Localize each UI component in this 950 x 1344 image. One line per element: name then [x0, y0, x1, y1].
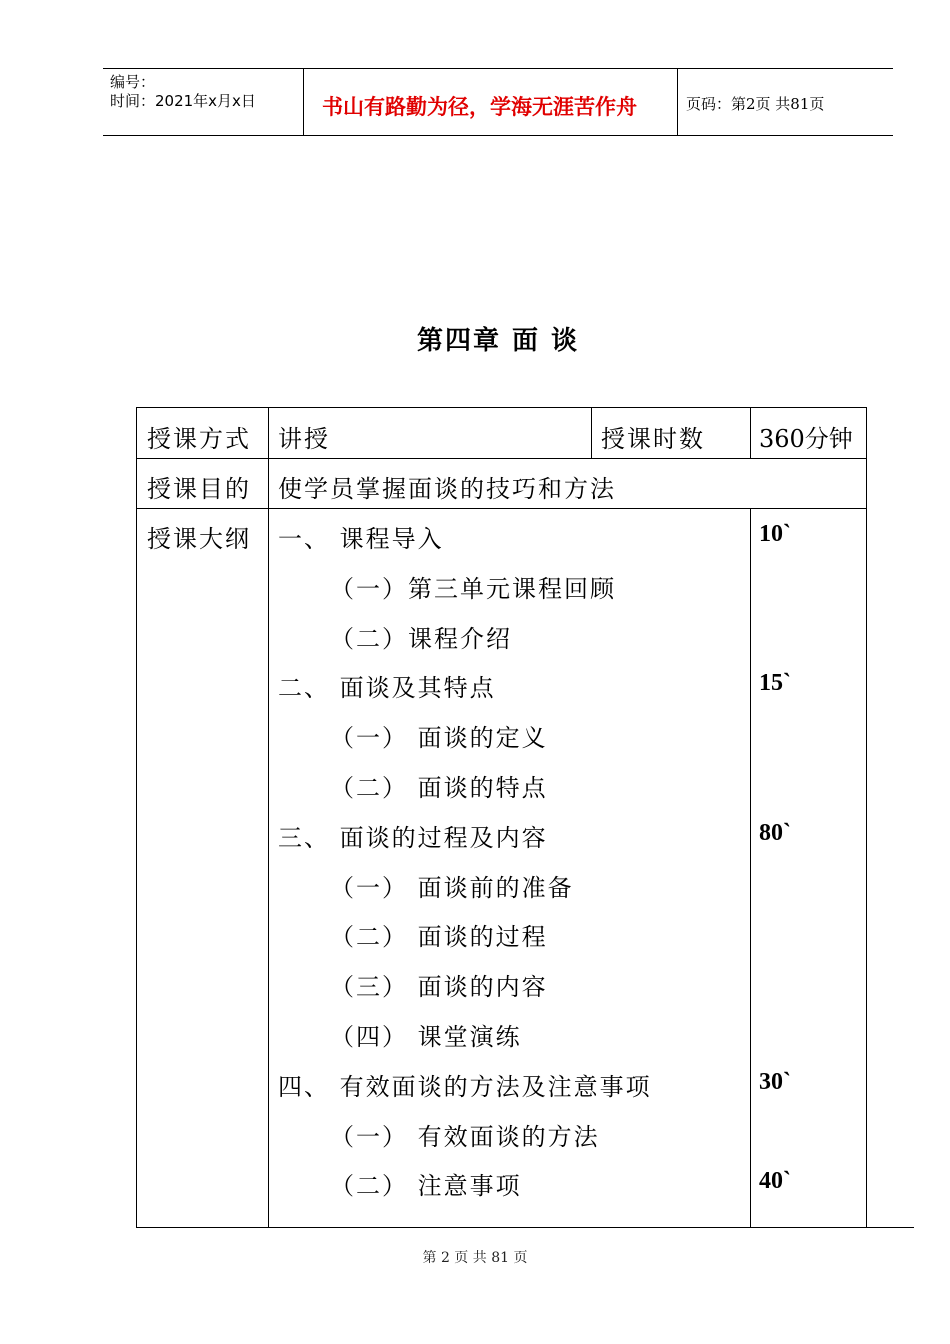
- header-top-rule: [103, 68, 893, 69]
- outline-item: （三） 面谈的内容: [330, 973, 548, 1002]
- header-bottom-rule: [103, 135, 893, 136]
- table-col-mid: [591, 407, 592, 459]
- outline-item: （一）第三单元课程回顾: [330, 574, 616, 603]
- purpose-value: 使学员掌握面谈的技巧和方法: [278, 475, 616, 503]
- table-col-minutes: [750, 508, 751, 1228]
- header-divider-left: [303, 68, 304, 136]
- table-col-right: [866, 407, 867, 1228]
- table-rule-2: [136, 508, 867, 509]
- header-motto: 书山有路勤为径，学海无涯苦作舟: [322, 95, 637, 119]
- chapter-title: 第四章 面 谈: [416, 326, 580, 356]
- page-footer: 第 2 页 共 81 页: [422, 1250, 528, 1266]
- outline-item: （四） 课堂演练: [330, 1023, 522, 1051]
- outline-item: （二） 面谈的过程: [330, 923, 548, 952]
- table-rule-bottom: [136, 1227, 914, 1228]
- header-divider-right: [677, 68, 678, 136]
- outline-minutes: 15`: [759, 670, 791, 697]
- outline-minutes: 80`: [759, 819, 791, 846]
- table-rule-1: [136, 458, 867, 459]
- hours-value: 360分钟: [759, 425, 853, 453]
- outline-item: 一、 课程导入: [278, 525, 444, 553]
- doc-time-label: 时间：2021年x月x日: [110, 92, 256, 110]
- table-col-left: [136, 407, 137, 1228]
- table-col-label: [268, 407, 269, 1228]
- method-value: 讲授: [278, 425, 330, 453]
- outline-item: 四、 有效面谈的方法及注意事项: [278, 1072, 652, 1101]
- doc-number-label: 编号：: [110, 73, 156, 91]
- method-label: 授课方式: [147, 425, 251, 453]
- outline-item: 二、 面谈及其特点: [278, 674, 496, 703]
- outline-minutes: 40`: [759, 1168, 791, 1195]
- table-rule-top: [136, 407, 867, 408]
- outline-item: （二）课程介绍: [330, 624, 512, 653]
- outline-item: （一） 面谈前的准备: [330, 873, 574, 902]
- outline-item: （二） 注意事项: [330, 1172, 522, 1201]
- outline-item: （二） 面谈的特点: [330, 774, 548, 802]
- header-page-info: 页码：第2页 共81页: [686, 95, 825, 113]
- table-col-hours: [750, 407, 751, 459]
- outline-item: （一） 有效面谈的方法: [330, 1122, 600, 1151]
- outline-minutes: 30`: [759, 1068, 791, 1095]
- outline-label: 授课大纲: [147, 525, 251, 553]
- outline-item: （一） 面谈的定义: [330, 724, 548, 753]
- hours-label: 授课时数: [601, 425, 705, 453]
- purpose-label: 授课目的: [147, 475, 251, 503]
- outline-item: 三、 面谈的过程及内容: [278, 823, 548, 852]
- outline-minutes: 10`: [759, 521, 791, 547]
